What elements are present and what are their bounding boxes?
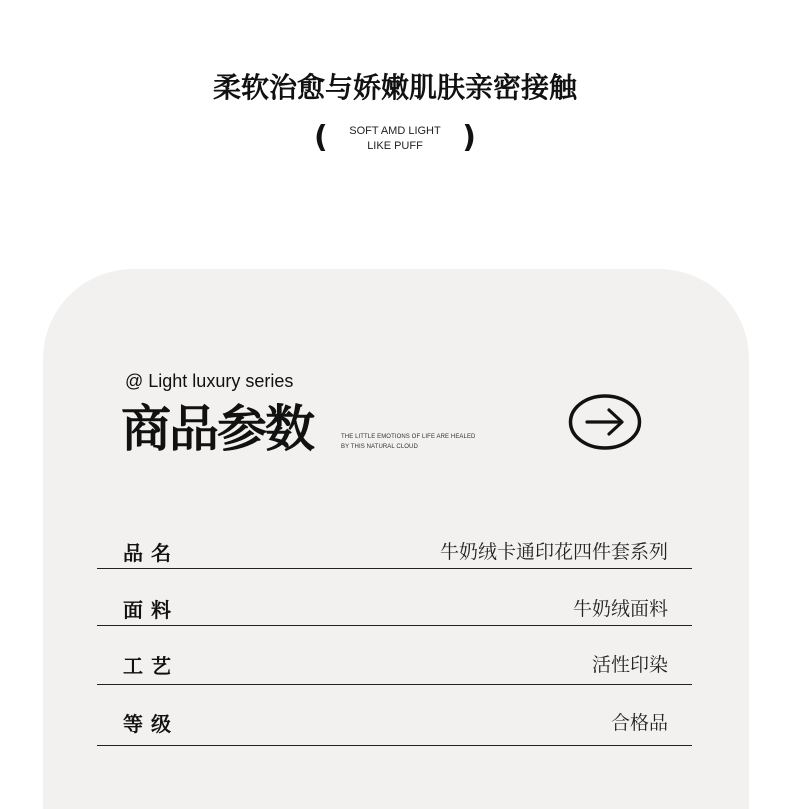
subtitle-line-1: SOFT AMD LIGHT (349, 125, 441, 137)
param-value: 合格品 (610, 712, 668, 734)
params-card (43, 269, 749, 809)
arrow-right-circle-icon[interactable] (568, 393, 642, 451)
param-value: 牛奶绒面料 (572, 598, 668, 620)
param-label: 等级 (123, 712, 179, 736)
subtitle-line-2: LIKE PUFF (367, 140, 423, 152)
param-label: 品名 (123, 541, 179, 565)
param-value: 活性印染 (591, 654, 668, 676)
param-label: 工艺 (123, 654, 179, 678)
param-value: 牛奶绒卡通印花四件套系列 (439, 541, 668, 563)
tagline-line-1: THE LITTLE EMOTIONS OF LIFE ARE HEALED (341, 434, 476, 440)
open-bracket: ( (314, 120, 328, 155)
param-label: 面料 (123, 598, 179, 622)
series-label: @ Light luxury series (125, 371, 294, 391)
table-row (97, 626, 692, 685)
close-bracket: ) (462, 120, 476, 155)
table-row (97, 569, 692, 626)
headline: 柔软治愈与娇嫩肌肤亲密接触 (212, 71, 577, 104)
table-row (97, 523, 692, 569)
tagline (341, 432, 476, 452)
subtitle-block (310, 118, 480, 162)
params-table (97, 523, 692, 746)
section-title: 商品参数 (121, 400, 313, 458)
tagline-line-2: BY THIS NATURAL CLOUD (341, 444, 418, 450)
subtitle-text (310, 124, 480, 154)
table-row (97, 685, 692, 746)
